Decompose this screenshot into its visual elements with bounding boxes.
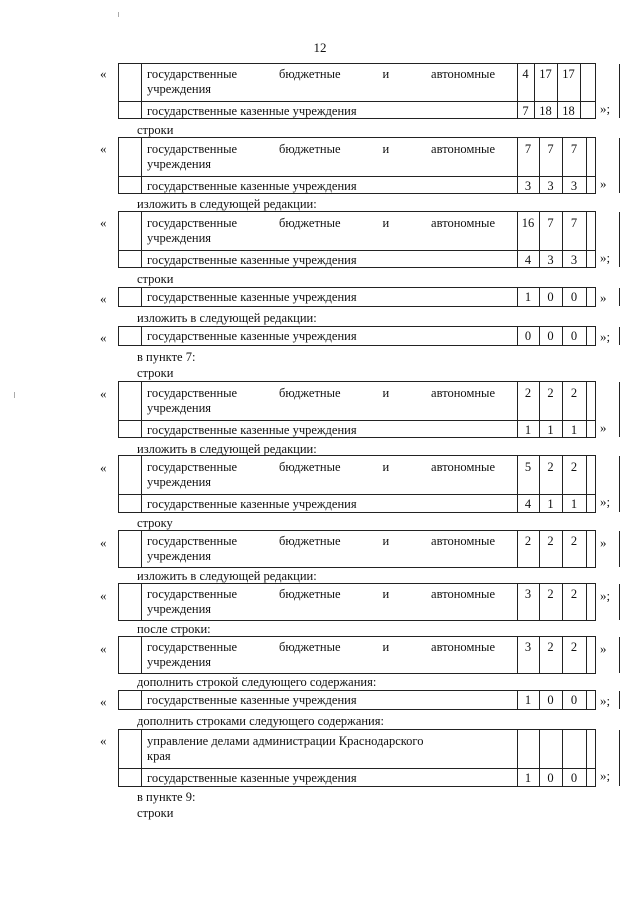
cell-value: 0	[547, 693, 554, 707]
instruction-text: в пункте 9:	[137, 790, 196, 804]
cell-text: государственные казенные учреждения	[147, 497, 357, 511]
cell-value: 16	[521, 216, 535, 230]
close-quote: »	[600, 641, 607, 656]
cell-value: 18	[562, 104, 575, 118]
table-row	[119, 531, 595, 567]
instruction-text: после строки:	[137, 622, 211, 636]
table-row	[119, 382, 595, 420]
cell-text: государственные казенные учреждения	[147, 290, 357, 304]
page-number: 12	[313, 40, 327, 55]
cell-text: учреждения	[147, 157, 212, 171]
cell-value: 3	[547, 253, 554, 267]
scan-mark	[14, 392, 15, 398]
open-quote: «	[100, 733, 107, 748]
cell-value: 2	[547, 587, 554, 601]
cell-text: государственные казенные учреждения	[147, 253, 357, 267]
cell-value: 4	[524, 497, 532, 511]
cell-value: 0	[570, 693, 578, 707]
cell-value: 0	[570, 290, 578, 304]
cell-value: 1	[524, 423, 532, 437]
table-10	[118, 636, 596, 674]
cell-text: государственные казенные учреждения	[147, 329, 357, 343]
instruction-text: дополнить строками следующего содержания:	[137, 714, 384, 728]
table-row	[119, 691, 595, 709]
table-row	[119, 420, 595, 438]
cell-value: 2	[547, 386, 554, 400]
cell-value: 0	[524, 329, 532, 343]
cell-value: 18	[539, 104, 552, 118]
cell-value: 1	[570, 423, 578, 437]
table-row	[119, 768, 595, 787]
cell-value: 1	[547, 497, 554, 511]
cell-value: 2	[570, 587, 578, 601]
table-row	[119, 176, 595, 194]
instruction-text: строки	[137, 272, 174, 286]
table-row	[119, 637, 595, 673]
cell-value: 7	[547, 216, 554, 230]
close-quote: »	[600, 290, 607, 305]
cell-value: 3	[570, 253, 578, 267]
open-quote: «	[100, 330, 107, 345]
cell-value: 0	[570, 771, 578, 785]
open-quote: «	[100, 588, 107, 603]
cell-text: государственные казенные учреждения	[147, 423, 357, 437]
cell-value: 17	[539, 67, 552, 81]
cell-value: 2	[524, 534, 532, 548]
open-quote: «	[100, 66, 107, 81]
table-row	[119, 456, 595, 494]
cell-text: государственные бюджетные и автономные	[147, 640, 495, 654]
cell-value: 1	[524, 290, 532, 304]
open-quote: «	[100, 535, 107, 550]
cell-text: государственные бюджетные и автономные	[147, 386, 495, 400]
cell-value: 0	[547, 771, 554, 785]
table-11	[118, 690, 596, 710]
close-quote: »;	[600, 101, 611, 116]
open-quote: «	[100, 291, 107, 306]
table-3	[118, 211, 596, 268]
cell-value: 1	[547, 423, 554, 437]
instruction-text: изложить в следующей редакции:	[137, 197, 317, 211]
table-row	[119, 730, 595, 768]
cell-value: 17	[562, 67, 575, 81]
cell-text: государственные казенные учреждения	[147, 179, 357, 193]
instruction-text: строки	[137, 366, 174, 380]
instruction-text: дополнить строкой следующего содержания:	[137, 675, 377, 689]
close-quote: »;	[600, 768, 611, 783]
cell-text: учреждения	[147, 655, 212, 669]
table-2	[118, 137, 596, 194]
cell-text: государственные бюджетные и автономные	[147, 460, 495, 474]
cell-value: 2	[547, 534, 554, 548]
cell-text: государственные бюджетные и автономные	[147, 142, 495, 156]
cell-value: 2	[570, 534, 578, 548]
open-quote: «	[100, 694, 107, 709]
cell-text: управление делами администрации Краснодарского	[147, 734, 424, 748]
close-quote: »	[600, 535, 607, 550]
table-row	[119, 64, 595, 101]
table-row	[119, 250, 595, 268]
instruction-text: строки	[137, 806, 174, 820]
cell-value: 2	[547, 460, 554, 474]
cell-text: учреждения	[147, 401, 212, 415]
cell-value: 2	[570, 386, 578, 400]
table-9	[118, 583, 596, 621]
cell-text: учреждения	[147, 602, 212, 616]
cell-value: 3	[570, 179, 578, 193]
open-quote: «	[100, 641, 107, 656]
open-quote: «	[100, 386, 107, 401]
cell-text: учреждения	[147, 549, 212, 563]
instruction-text: в пункте 7:	[137, 350, 196, 364]
cell-text: государственные казенные учреждения	[147, 104, 357, 118]
cell-value: 3	[524, 640, 532, 654]
cell-value: 1	[524, 771, 532, 785]
cell-text: государственные бюджетные и автономные	[147, 534, 495, 548]
cell-text: края	[147, 749, 171, 763]
scan-mark	[118, 12, 119, 17]
cell-text: государственные бюджетные и автономные	[147, 67, 495, 81]
cell-value: 3	[547, 179, 554, 193]
cell-value: 7	[547, 142, 554, 156]
close-quote: »;	[600, 329, 611, 344]
instruction-text: изложить в следующей редакции:	[137, 442, 317, 456]
cell-text: государственные казенные учреждения	[147, 771, 357, 785]
cell-value: 5	[524, 460, 532, 474]
cell-value: 0	[547, 290, 554, 304]
cell-text: государственные бюджетные и автономные	[147, 587, 495, 601]
table-5	[118, 326, 596, 346]
close-quote: »;	[600, 693, 611, 708]
table-row	[119, 101, 595, 119]
open-quote: «	[100, 215, 107, 230]
cell-value: 0	[570, 329, 578, 343]
cell-value: 7	[522, 104, 529, 118]
table-6	[118, 381, 596, 438]
cell-value: 4	[524, 253, 532, 267]
table-row	[119, 584, 595, 620]
cell-value: 2	[524, 386, 532, 400]
cell-value: 0	[547, 329, 554, 343]
open-quote: «	[100, 460, 107, 475]
close-quote: »;	[600, 250, 611, 265]
table-row	[119, 138, 595, 176]
open-quote: «	[100, 141, 107, 156]
cell-value: 1	[570, 497, 578, 511]
cell-text: учреждения	[147, 475, 212, 489]
close-quote: »	[600, 176, 607, 191]
cell-text: государственные бюджетные и автономные	[147, 216, 495, 230]
table-8	[118, 530, 596, 568]
instruction-text: изложить в следующей редакции:	[137, 311, 317, 325]
cell-value: 2	[570, 640, 578, 654]
table-row	[119, 288, 595, 306]
table-row	[119, 494, 595, 513]
cell-value: 7	[570, 216, 578, 230]
table-row	[119, 327, 595, 345]
cell-value: 2	[547, 640, 554, 654]
cell-value: 7	[570, 142, 578, 156]
table-row	[119, 212, 595, 250]
cell-value: 2	[570, 460, 578, 474]
table-1	[118, 63, 596, 119]
table-7	[118, 455, 596, 513]
close-quote: »;	[600, 494, 611, 509]
instruction-text: изложить в следующей редакции:	[137, 569, 317, 583]
cell-text: государственные казенные учреждения	[147, 693, 357, 707]
cell-value: 3	[524, 587, 532, 601]
table-4	[118, 287, 596, 307]
cell-text: учреждения	[147, 82, 212, 96]
cell-value: 1	[524, 693, 532, 707]
instruction-text: строку	[137, 516, 173, 530]
cell-value: 3	[524, 179, 532, 193]
table-12	[118, 729, 596, 787]
cell-value: 7	[524, 142, 532, 156]
cell-value: 4	[522, 67, 529, 81]
cell-text: учреждения	[147, 231, 212, 245]
close-quote: »	[600, 420, 607, 435]
close-quote: »;	[600, 588, 611, 603]
instruction-text: строки	[137, 123, 174, 137]
